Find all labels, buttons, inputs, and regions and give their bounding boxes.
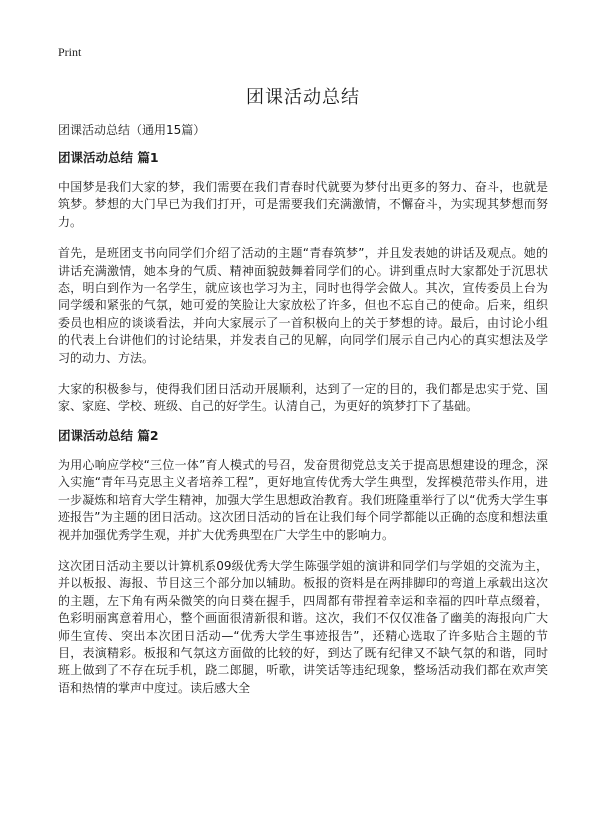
section-2-paragraph-1: 为用心响应学校“三位一体”育人模式的号召，发奋贯彻党总支关于提高思想建设的理念，深入实施“青年马克思主义者培养工程”，更好地宣传优秀大学生典型，发挥模范带头作用，进一步凝炼和培育大学生精神，加强大学生思想政治教育。我们班隆重举行了以“优秀大学生事迹报告”为主题的团日活动。这次团日活动的旨在让我们每个同学都能以正确的态度和想法重视并加强优秀学生观，并扩大优秀典型在广大学生中的影响力。 (58, 457, 548, 542)
section-1-paragraph-3: 大家的积极参与，使得我们团日活动开展顺利，达到了一定的目的，我们都是忠实于党、国家、家庭、学校、班级、自己的好学生。认清自己，为更好的筑梦打下了基础。 (58, 382, 548, 414)
section-1-paragraph-2: 首先，是班团支书向同学们介绍了活动的主题“青春筑梦”，并且发表她的讲话及观点。她的讲话充满激情，她本身的气质、精神面貌鼓舞着同学们的心。讲到重点时大家都处于沉思状态，明白到作为一名学生，就应该也学习为主，同时也得学会做人。其次，宣传委员上台为同学缓和紧张的气氛，她可爱的笑脸让大家放松了许多，但也不忘自己的使命。后来，组织委员也相应的谈谈看法，并向大家展示了一首积极向上的关于梦想的诗。最后，由讨论小组的代表上台讲他们的讨论结果，并发表自己的见解，向同学们展示自己内心的真实想法及学习的动力、方法。 (58, 246, 548, 365)
document-page (58, 44, 548, 697)
document-subtitle: 团课活动总结（通用15篇） (58, 123, 206, 137)
section-heading-2: 团课活动总结 篇2 (58, 427, 159, 443)
print-label: Print (58, 45, 82, 59)
section-heading-1: 团课活动总结 篇1 (58, 150, 159, 165)
section-1-paragraph-1: 中国梦是我们大家的梦，我们需要在我们青春时代就要为梦付出更多的努力、奋斗，也就是筑梦。梦想的大门早已为我们打开，可是需要我们充满激情，不懈奋斗，为实现其梦想而努力。 (58, 180, 548, 229)
section-2-paragraph-2: 这次团日活动主要以计算机系09级优秀大学生陈强学姐的演讲和同学们与学姐的交流为主，并以板报、海报、节目这三个部分加以辅助。板报的资料是在两排脚印的弯道上承载出这次的主题，左下角有两朵微笑的向日葵在握手，四周都有带捏着幸运和幸福的四叶草点缀着，色彩明丽寓意着用心，整个画面很清新很和谐。这次，我们不仅仅准备了幽美的海报向广大师生宣传、突出本次团日活动—“优秀大学生事迹报告”，还精心选取了许多贴合主题的节目，表演精彩。板报和气氛这方面做的比较的好，到达了既有纪律又不缺气氛的和谐，同时班上做到了不存在玩手机，跷二郎腿，听歌，讲笑话等违纪现象，整场活动我们都在欢声笑语和热情的掌声中度过。读后感大全 (58, 558, 548, 695)
document-title: 团课活动总结 (246, 87, 360, 108)
